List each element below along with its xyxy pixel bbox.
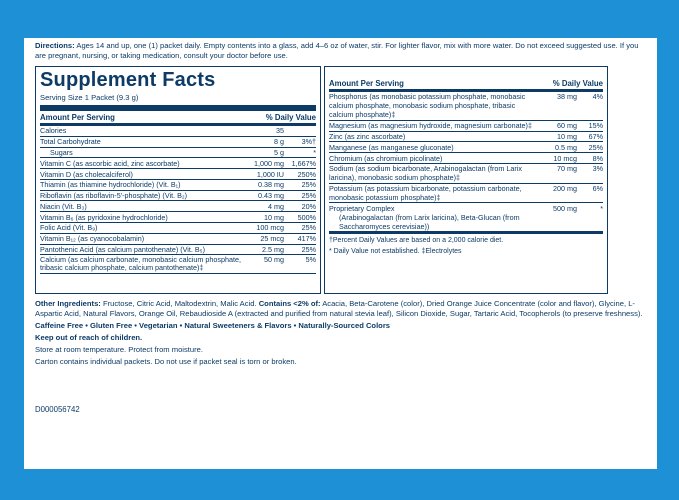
contains-label: Contains <2% of: — [258, 299, 321, 308]
facts-row — [329, 121, 603, 132]
nutrient-dv: 67% — [588, 131, 603, 141]
nutrient-amount: 38 mg — [557, 92, 577, 102]
facts-row — [40, 245, 316, 256]
proprietary-detail: (Arabinogalactan (from Larix laricina), Beta-Glucan (from Saccharomyces cerevisiae)) — [339, 212, 520, 231]
amount-per-serving-label: Amount Per Serving — [329, 79, 404, 88]
directions-body: Ages 14 and up, one (1) packet daily. Empty contents into a glass, add 4–6 oz of water, stir. For lighter flavor, mix with more water. Do not exceed suggested use. If you are pregnant, nursing, or taking medication, consult your doctor before use. — [35, 41, 639, 60]
facts-row — [40, 137, 316, 148]
facts-row — [329, 184, 603, 204]
nutrient-dv: 4% — [592, 92, 603, 102]
nutrient-dv: 25% — [301, 180, 316, 190]
nutrient-name: Vitamin C (as ascorbic acid, zinc ascorbate) — [40, 158, 180, 168]
nutrient-dv: 25% — [301, 223, 316, 233]
nutrient-name: Pantothenic Acid (as calcium pantothenate) (Vit. B₅) — [40, 244, 205, 254]
warning-line: Keep out of reach of children. — [35, 333, 143, 342]
facts-row — [40, 191, 316, 202]
nutrient-amount: 50 mg — [264, 254, 284, 264]
supplement-facts-title: Supplement Facts — [40, 69, 216, 91]
nutrient-name: Chromium (as chromium picolinate) — [329, 153, 443, 163]
facts-row — [329, 142, 603, 153]
nutrient-amount: 0.43 mg — [258, 191, 284, 201]
facts-row — [40, 148, 316, 159]
carton-line: Carton contains individual packets. Do not use if packet seal is torn or broken. — [35, 357, 297, 366]
facts-row — [329, 164, 603, 184]
facts-row — [40, 158, 316, 169]
nutrient-dv: 25% — [588, 142, 603, 152]
nutrient-name: Magnesium (as magnesium hydroxide, magnesium carbonate)‡ — [329, 121, 532, 131]
nutrient-name: Vitamin B₆ (as pyridoxine hydrochloride) — [40, 212, 168, 222]
directions-text — [35, 41, 645, 61]
nutrient-name: Total Carbohydrate — [40, 137, 101, 147]
claims-line: Caffeine Free • Gluten Free • Vegetarian • Natural Sweeteners & Flavors • Naturally-Sourced Colors — [35, 321, 390, 330]
nutrient-amount: 70 mg — [557, 164, 577, 174]
nutrient-name: Sodium (as sodium bicarbonate, Arabinogalactan (from Larix laricina), monobasic sodium phosphate)‡ — [329, 164, 522, 183]
nutrient-dv: 8% — [592, 153, 603, 163]
facts-row — [329, 132, 603, 143]
storage-line: Store at room temperature. Protect from moisture. — [35, 345, 203, 354]
nutrient-name: Calories — [40, 126, 67, 136]
nutrient-amount: 10 mg — [264, 212, 284, 222]
nutrient-amount: 10 mg — [557, 131, 577, 141]
nutrient-amount: 2.5 mg — [262, 244, 284, 254]
facts-rows-right — [329, 92, 603, 203]
nutrient-dv: 500% — [297, 212, 316, 222]
ingredients-text1: Fructose, Citric Acid, Maltodextrin, Malic Acid. — [102, 299, 257, 308]
nutrient-dv: 25% — [301, 244, 316, 254]
facts-row — [40, 212, 316, 223]
proprietary-name: Proprietary Complex — [329, 203, 395, 213]
nutrient-name: Zinc (as zinc ascorbate) — [329, 131, 406, 141]
daily-value-label: % Daily Value — [265, 113, 316, 122]
nutrient-amount: 1,000 mg — [254, 158, 284, 168]
proprietary-dv: * — [600, 203, 603, 213]
facts-row — [40, 234, 316, 245]
bottom-text — [35, 299, 647, 369]
nutrient-dv: 5% — [305, 254, 316, 264]
nutrient-amount: 8 g — [274, 137, 284, 147]
nutrient-amount: 100 mcg — [256, 223, 284, 233]
supplement-facts-right — [324, 66, 608, 294]
amount-per-serving-label: Amount Per Serving — [40, 113, 115, 122]
product-code: D000056742 — [35, 405, 80, 414]
nutrient-dv: 20% — [301, 201, 316, 211]
other-ingredients — [35, 299, 647, 319]
nutrient-name: Potassium (as potassium bicarbonate, potassium carbonate, monobasic potassium phosphate)‡ — [329, 184, 522, 203]
facts-row — [329, 153, 603, 164]
serving-size: Serving Size 1 Packet (9.3 g) — [40, 93, 139, 102]
daily-value-label: % Daily Value — [552, 79, 603, 88]
nutrient-amount: 5 g — [274, 147, 284, 157]
facts-row — [40, 255, 316, 274]
facts-rows-left — [40, 126, 316, 274]
nutrient-amount: 0.38 mg — [258, 180, 284, 190]
nutrient-dv: 15% — [588, 121, 603, 131]
facts-row — [40, 126, 316, 137]
other-ingredients-label: Other Ingredients: — [35, 299, 101, 308]
nutrient-name: Phosphorus (as monobasic potassium phosphate, monobasic calcium phosphate, monobasic sodium phosphate, tribasic calcium phosphate)‡ — [329, 92, 526, 120]
facts-header-right — [329, 69, 603, 92]
footnote-dv: †Percent Daily Values are based on a 2,000 calorie diet. — [329, 237, 504, 245]
facts-row — [40, 223, 316, 234]
nutrient-dv: 3%† — [301, 137, 316, 147]
nutrient-name: Niacin (Vit. B₃) — [40, 201, 87, 211]
nutrient-name: Riboflavin (as riboflavin-5'-phosphate) (Vit. B₂) — [40, 191, 188, 201]
nutrient-dv: 25% — [301, 191, 316, 201]
nutrient-amount: 60 mg — [557, 121, 577, 131]
nutrient-dv: 250% — [297, 169, 316, 179]
directions-label: Directions: — [35, 41, 75, 50]
nutrient-dv: * — [313, 147, 316, 157]
nutrient-amount: 0.5 mg — [555, 142, 577, 152]
nutrient-amount: 10 mcg — [553, 153, 577, 163]
nutrient-name: Vitamin B₁₂ (as cyanocobalamin) — [40, 234, 145, 244]
nutrient-amount: 35 — [276, 126, 284, 136]
proprietary-complex-row — [329, 203, 603, 234]
nutrient-name: Vitamin D (as cholecalciferol) — [40, 169, 133, 179]
nutrient-dv: 6% — [592, 184, 603, 194]
nutrient-name: Manganese (as manganese gluconate) — [329, 142, 454, 152]
footnote-electrolytes: * Daily Value not established. ‡Electrolytes — [329, 248, 462, 256]
nutrient-amount: 1,000 IU — [256, 169, 284, 179]
proprietary-amount: 500 mg — [553, 203, 577, 213]
facts-row — [40, 169, 316, 180]
nutrient-name: Thiamin (as thiamine hydrochloride) (Vit. B₁) — [40, 180, 181, 190]
nutrient-dv: 1,667% — [291, 158, 316, 168]
nutrient-dv: 417% — [297, 234, 316, 244]
nutrient-amount: 4 mg — [268, 201, 284, 211]
ingredients-text2: Acacia, Beta-Carotene (color), Dried Orange Juice Concentrate (color and flavor), Glycine, L-Aspartic Acid, Natural Flavors, Orange Oil, Rebaudioside A (extracted and purified from natural stevia leaf), Silicon Dioxide, Sugar, Tartaric Acid, Tocopherols (to preserve freshness). — [35, 299, 643, 318]
nutrient-name: Sugars — [50, 147, 73, 157]
nutrient-amount: 200 mg — [553, 184, 577, 194]
facts-header-left — [40, 111, 316, 126]
supplement-facts-left — [35, 66, 321, 294]
nutrient-name: Calcium (as calcium carbonate, monobasic calcium phosphate, tribasic calcium phosphate, calcium pantothenate)‡ — [40, 254, 241, 273]
nutrient-name: Folic Acid (Vit. B₉) — [40, 223, 98, 233]
nutrient-amount: 25 mcg — [260, 234, 284, 244]
facts-row — [329, 92, 603, 121]
nutrient-dv — [288, 126, 316, 135]
facts-row — [40, 201, 316, 212]
nutrient-dv: 3% — [592, 164, 603, 174]
facts-row — [40, 180, 316, 191]
